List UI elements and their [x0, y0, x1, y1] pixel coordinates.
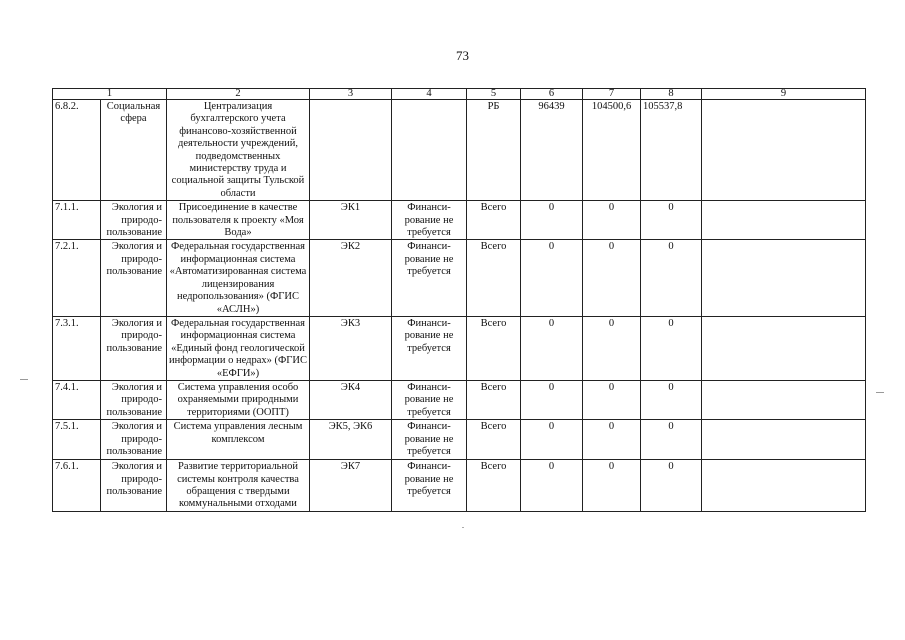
source-cell: Всего — [467, 201, 521, 240]
notes-cell — [702, 380, 866, 419]
page-number: 73 — [456, 48, 469, 63]
description-cell: Развитие территориальной системы контроля качества обращения с твердыми коммунальными отходами — [167, 460, 310, 512]
value-cell: 0 — [583, 420, 641, 460]
code-cell: ЭК3 — [310, 316, 392, 380]
value-cell: 0 — [521, 380, 583, 419]
value-cell: 0 — [521, 420, 583, 460]
sector-cell: Экология и природо-пользование — [101, 240, 167, 316]
row-number-cell: 6.8.2. — [53, 100, 101, 201]
financing-cell: Финанси-рование не требуется — [392, 460, 467, 512]
value-cell: 0 — [521, 201, 583, 240]
header-cell: 2 — [167, 89, 310, 100]
value-cell: 0 — [583, 460, 641, 512]
table-row — [53, 100, 866, 201]
code-cell — [310, 100, 392, 201]
source-cell: РБ — [467, 100, 521, 201]
table-row — [53, 316, 866, 380]
description-cell: Присоединение в качестве пользователя к проекту «Моя Вода» — [167, 201, 310, 240]
description-cell: Система управления лесным комплексом — [167, 420, 310, 460]
row-number-cell: 7.3.1. — [53, 316, 101, 380]
notes-cell — [702, 240, 866, 316]
source-cell: Всего — [467, 240, 521, 316]
value-cell: 0 — [641, 201, 702, 240]
header-cell: 9 — [702, 89, 866, 100]
description-cell: Федеральная государственная информационная система «Автоматизированная система лицензирования недропользования» (ФГИС «АСЛН») — [167, 240, 310, 316]
table-row — [53, 201, 866, 240]
financing-cell: Финанси-рование не требуется — [392, 240, 467, 316]
header-cell: 7 — [583, 89, 641, 100]
sector-cell: Экология и природо-пользование — [101, 420, 167, 460]
value-cell: 0 — [521, 240, 583, 316]
sector-cell: Экология и природо-пользование — [101, 460, 167, 512]
description-cell: Система управления особо охраняемыми природными территориями (ООПТ) — [167, 380, 310, 419]
row-number-cell: 7.1.1. — [53, 201, 101, 240]
value-cell: 0 — [641, 460, 702, 512]
value-cell: 104500,6 — [583, 100, 641, 201]
value-cell: 0 — [583, 380, 641, 419]
notes-cell — [702, 201, 866, 240]
table-row — [53, 460, 866, 512]
financing-cell: Финанси-рование не требуется — [392, 316, 467, 380]
value-cell: 0 — [641, 316, 702, 380]
notes-cell — [702, 100, 866, 201]
value-cell: 0 — [641, 240, 702, 316]
financing-cell: Финанси-рование не требуется — [392, 420, 467, 460]
description-cell: Централизация бухгалтерского учета финансово-хозяйственной деятельности учреждений, подведомственных министерству труда и социальной защиты Тульской области — [167, 100, 310, 201]
notes-cell — [702, 316, 866, 380]
code-cell: ЭК5, ЭК6 — [310, 420, 392, 460]
row-number-cell: 7.6.1. — [53, 460, 101, 512]
notes-cell — [702, 460, 866, 512]
code-cell: ЭК7 — [310, 460, 392, 512]
code-cell: ЭК1 — [310, 201, 392, 240]
value-cell: 0 — [521, 460, 583, 512]
sector-cell: Социальная сфера — [101, 100, 167, 201]
header-cell: 5 — [467, 89, 521, 100]
value-cell: 105537,8 — [641, 100, 702, 201]
header-row — [53, 89, 866, 100]
scan-mark — [876, 392, 884, 393]
value-cell: 0 — [583, 201, 641, 240]
financing-cell: Финанси-рование не требуется — [392, 201, 467, 240]
value-cell: 0 — [521, 316, 583, 380]
sector-cell: Экология и природо-пользование — [101, 201, 167, 240]
value-cell: 0 — [641, 380, 702, 419]
source-cell: Всего — [467, 460, 521, 512]
row-number-cell: 7.4.1. — [53, 380, 101, 419]
table-row — [53, 380, 866, 419]
row-number-cell: 7.2.1. — [53, 240, 101, 316]
table-row — [53, 420, 866, 460]
code-cell: ЭК2 — [310, 240, 392, 316]
description-cell: Федеральная государственная информационная система «Единый фонд геологической информации о недрах» (ФГИС «ЕФГИ») — [167, 316, 310, 380]
header-cell: 4 — [392, 89, 467, 100]
value-cell: 96439 — [521, 100, 583, 201]
value-cell: 0 — [583, 240, 641, 316]
row-number-cell: 7.5.1. — [53, 420, 101, 460]
header-cell: 3 — [310, 89, 392, 100]
source-cell: Всего — [467, 380, 521, 419]
scan-mark — [20, 379, 28, 380]
notes-cell — [702, 420, 866, 460]
header-cell: 8 — [641, 89, 702, 100]
header-cell: 1 — [53, 89, 167, 100]
sector-cell: Экология и природо-пользование — [101, 316, 167, 380]
source-cell: Всего — [467, 316, 521, 380]
sector-cell: Экология и природо-пользование — [101, 380, 167, 419]
table-row — [53, 240, 866, 316]
value-cell: 0 — [583, 316, 641, 380]
code-cell: ЭК4 — [310, 380, 392, 419]
scan-speck — [462, 527, 464, 528]
value-cell: 0 — [641, 420, 702, 460]
data-table — [52, 88, 866, 512]
financing-cell — [392, 100, 467, 201]
header-cell: 6 — [521, 89, 583, 100]
source-cell: Всего — [467, 420, 521, 460]
financing-cell: Финанси-рование не требуется — [392, 380, 467, 419]
